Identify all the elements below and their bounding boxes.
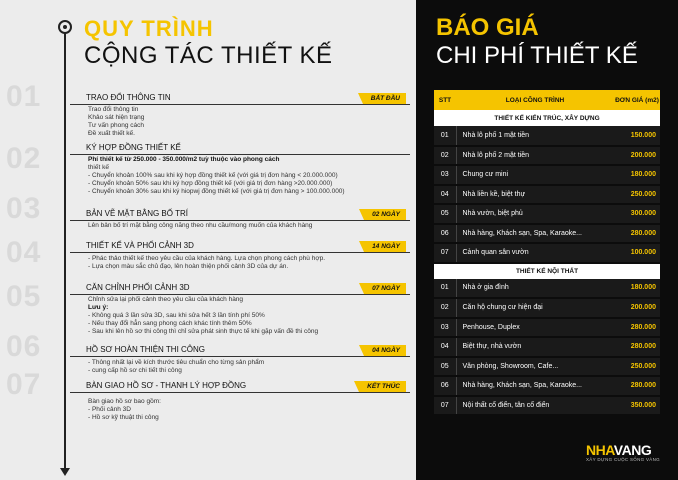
step-3 [70,208,410,230]
step-5 [70,282,410,336]
divider [70,294,410,295]
step-body: - Phác thảo thiết kế theo yêu cầu của khách hàng. Lựa chọn phong cách phù hợp. - Lựa chọn màu sắc chủ đạo, lên hoàn thiện phối cảnh 3D của dự án. [88,255,326,270]
step-number: 02 [6,142,42,175]
step-body: Phí thiết kế từ 250.000 - 350.000/m2 tuỳ thuộc vào phong cách thiết kế - Chuyển khoản 100% sau khi ký hợp đồng thiết kế (với giá trị đơn hàng < 20.000.000) - Chuyển khoản 50% sau khi ký hợp đồng thiết kế (với giá trị đơn hàng >20.000.000) - Chuyển khoản 30% sau khi ký hiopwj đồng thiết kế (với giá trị đơn hàng > 100.000.000) [88,156,345,195]
step-body: - Thông nhất lại về kích thước tiêu chuẩn cho từng sản phẩm - cung cấp hồ sơ chi tiết thi công [88,359,265,374]
step-title: TRAO ĐỔI THÔNG TIN [86,93,171,102]
column-header-type: LOẠI CÔNG TRÌNH [456,90,614,110]
step-body: Chỉnh sửa lại phối cảnh theo yêu cầu của khách hàng Lưu ý: - Không quá 3 lần sửa 3D, sau khi sửa hết 3 lần tính phí 50% - Nếu thay đổi hẳn sang phong cách khác tính thêm 50% - Sau khi lên hồ sơ thi công thì chỉ sửa phát sinh thực tế khi gặp vấn đề thi công [88,296,319,335]
divider [70,356,410,357]
duration-badge: 04 NGÀY [364,345,406,356]
step-title: BẢN VẼ MẶT BẰNG BỐ TRÍ [86,209,188,218]
table-row: 01 Nhà ở gia đình 180.000 [434,279,660,299]
step-title: CĂN CHỈNH PHỐI CẢNH 3D [86,283,190,292]
step-7 [70,380,410,422]
table-row: 06 Nhà hàng, Khách sạn, Spa, Karaoke... 280.000 [434,224,660,244]
step-2 [70,142,410,196]
section-row: THIẾT KẾ KIẾN TRÚC, XÂY DỰNG [434,110,660,126]
divider [70,220,410,221]
step-body: Bàn giao hồ sơ bao gồm: - Phối cảnh 3D - Hồ sơ kỹ thuật thi công [88,398,161,421]
step-body: Lên bản bố trí mặt bằng công năng theo nhu cầu/mong muốn của khách hàng [88,222,313,229]
table-row: 03 Chung cư mini 180.000 [434,165,660,185]
table-row: 01 Nhà lô phố 1 mặt tiền 150.000 [434,126,660,146]
column-header-price: ĐƠN GIÁ (m2) [614,90,660,110]
duration-badge: 07 NGÀY [364,283,406,294]
table-row: 02 Căn hộ chung cư hiện đại 200.000 [434,298,660,318]
table-header [434,90,660,110]
divider [70,154,410,155]
step-title: HỒ SƠ HOÀN THIỆN THI CÔNG [86,345,206,354]
table-row: 07 Cảnh quan sân vườn 100.000 [434,243,660,263]
step-body: Trao đổi thông tin Khảo sát hiện trạng Tư vấn phong cách Đề xuất thiết kế. [88,106,145,137]
step-title: KÝ HỢP ĐỒNG THIẾT KẾ [86,143,181,152]
table-row: 05 Nhà vườn, biệt phủ 300.000 [434,204,660,224]
step-title: THIẾT KẾ VÀ PHỐI CẢNH 3D [86,241,194,250]
duration-badge: KẾT THÚC [359,381,406,392]
column-header-stt: STT [434,90,456,110]
step-number: 06 [6,330,42,363]
timeline-arrow-icon [60,468,70,476]
table-row: 04 Biệt thự, nhà vườn 280.000 [434,337,660,357]
step-6 [70,344,410,375]
step-number: 04 [6,236,42,269]
section-row: THIẾT KẾ NỘI THẤT [434,263,660,279]
table-row: 02 Nhà lô phố 2 mặt tiền 200.000 [434,146,660,166]
pricing-table [434,90,660,416]
duration-badge: 14 NGÀY [364,241,406,252]
table-row: 04 Nhà liền kề, biệt thự 250.000 [434,185,660,205]
timeline-line [64,24,66,472]
step-title: BÀN GIAO HỒ SƠ - THANH LÝ HỢP ĐỒNG [86,381,247,390]
step-number: 03 [6,192,42,225]
step-number: 01 [6,80,42,113]
table-row: 06 Nhà hàng, Khách sạn, Spa, Karaoke... 280.000 [434,376,660,396]
divider [70,392,410,393]
step-1 [70,92,410,138]
brand-tagline: XÂY DỰNG CUỘC SỐNG VÀNG [586,457,660,462]
step-number: 05 [6,280,42,313]
divider [70,252,410,253]
brand-logo: NHAVANG [586,442,652,458]
table-row: 03 Penhouse, Duplex 280.000 [434,318,660,338]
step-4 [70,240,410,271]
duration-badge: BẮT ĐẦU [363,93,406,104]
timeline-start-icon [58,20,72,34]
process-title: QUY TRÌNH [84,16,214,41]
table-row: 05 Văn phòng, Showroom, Cafe... 250.000 [434,357,660,377]
pricing-title: BÁO GIÁ [436,14,539,41]
divider [70,104,410,105]
duration-badge: 02 NGÀY [364,209,406,220]
table-row: 07 Nội thất cổ điển, tân cổ điển 350.000 [434,396,660,416]
pricing-subtitle: CHI PHÍ THIẾT KẾ [436,42,638,69]
process-subtitle: CỘNG TÁC THIẾT KẾ [84,42,333,69]
step-number: 07 [6,368,42,401]
